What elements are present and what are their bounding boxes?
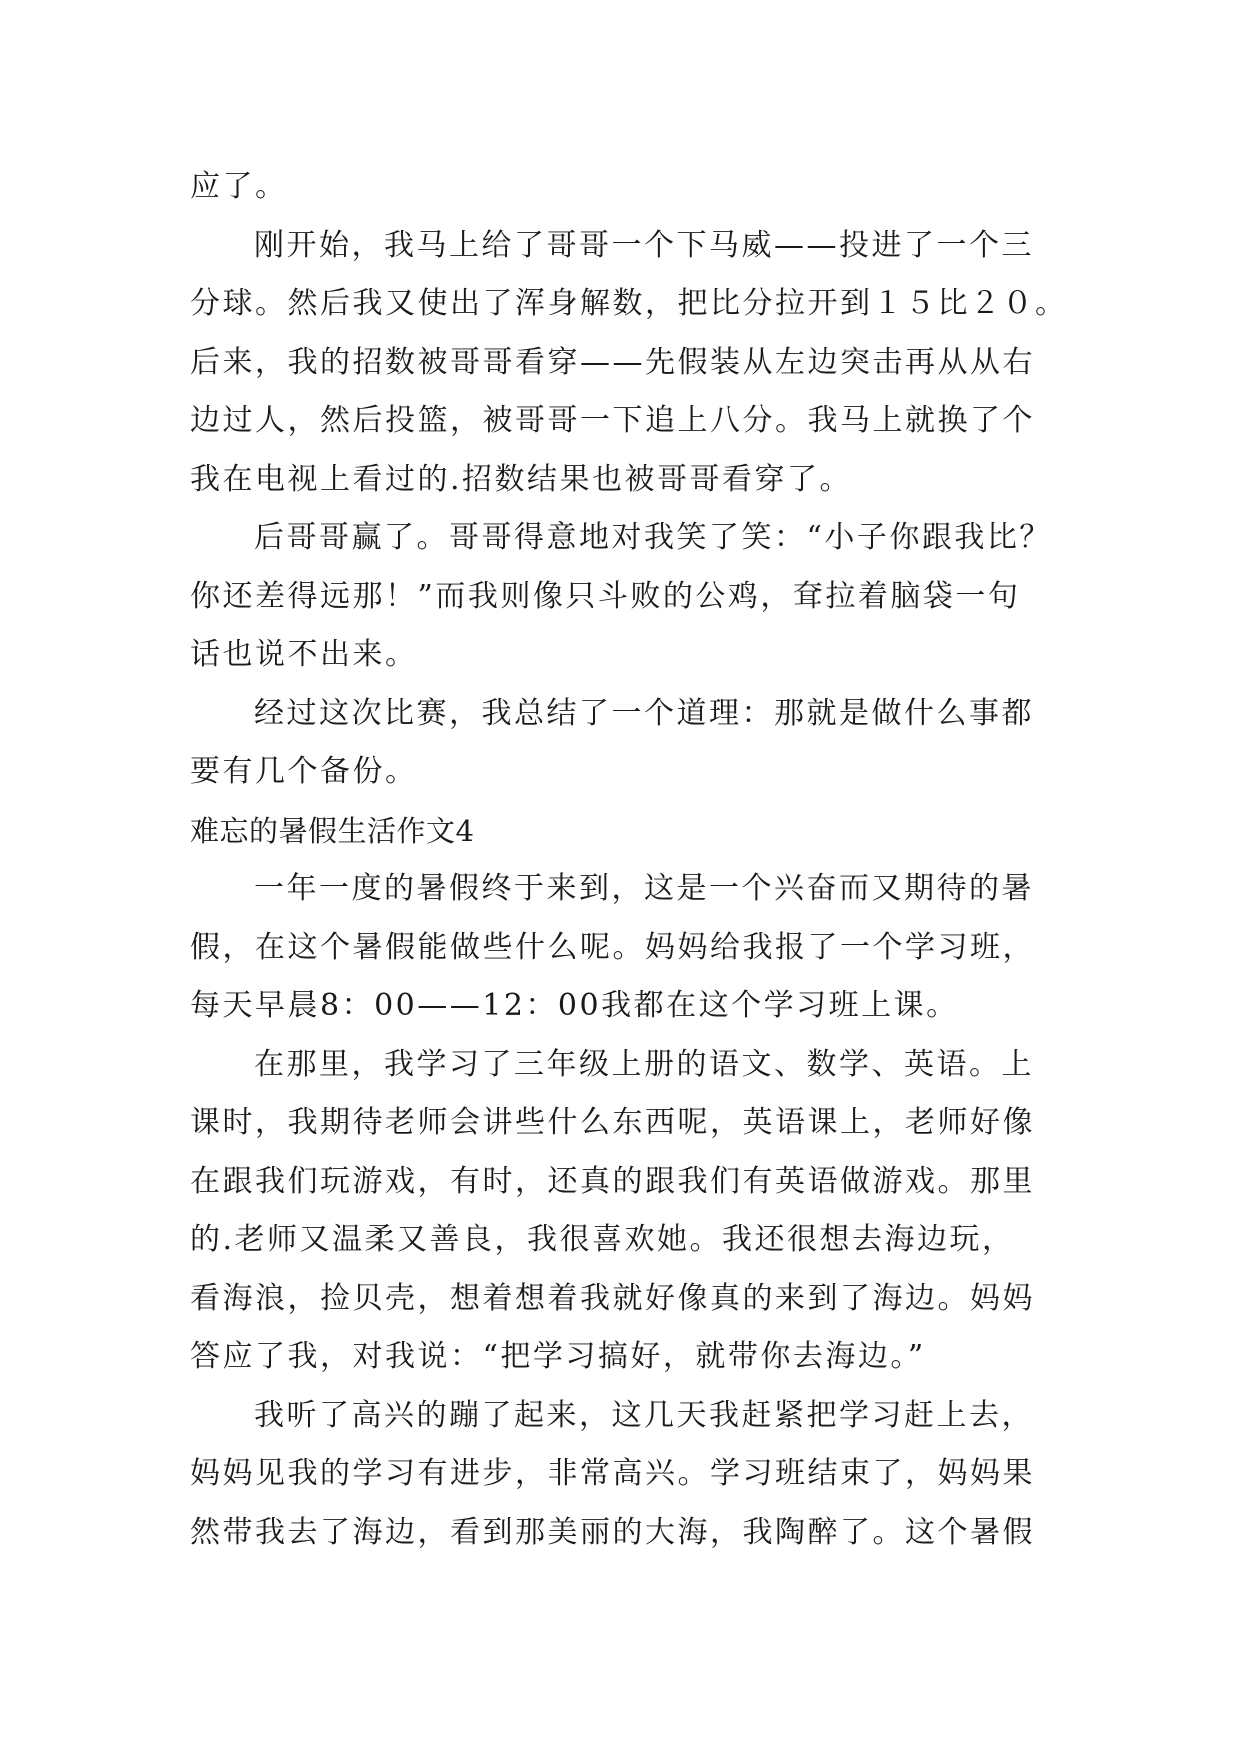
text-line: 话也说不出来。 [190, 637, 418, 672]
text-line: 后来，我的招数被哥哥看穿——先假装从左边突击再从从右 [190, 344, 1035, 380]
text-line: 的.老师又温柔又善良，我很喜欢她。我还很想去海边玩， [190, 1222, 1015, 1257]
text-line: 课时，我期待老师会讲些什么东西呢，英语课上，老师好像 [190, 1105, 1035, 1140]
text-line: 边过人，然后投篮，被哥哥一下追上八分。我马上就换了个 [190, 403, 1035, 438]
text-line: 我在电视上看过的.招数结果也被哥哥看穿了。 [190, 461, 853, 497]
text-line: 刚开始，我马上给了哥哥一个下马威——投进了一个三 [254, 227, 1034, 263]
document-body [190, 158, 1068, 1562]
text-line: 看海浪，捡贝壳，想着想着我就好像真的来到了海边。妈妈 [190, 1280, 1035, 1316]
text-line: 在跟我们玩游戏，有时，还真的跟我们有英语做游戏。那里 [190, 1163, 1035, 1199]
text-line: 然带我去了海边，看到那美丽的大海，我陶醉了。这个暑假 [190, 1514, 1035, 1550]
section-heading: 难忘的暑假生活作文4 [190, 813, 475, 848]
text-line: 妈妈见我的学习有进步，非常高兴。学习班结束了，妈妈果 [190, 1456, 1035, 1491]
text-line: 应了。 [190, 169, 288, 204]
text-line: 假，在这个暑假能做些什么呢。妈妈给我报了一个学习班， [190, 929, 1035, 965]
text-line: 后哥哥赢了。哥哥得意地对我笑了笑：“小子你跟我比？ [254, 520, 1052, 555]
text-line: 在那里，我学习了三年级上册的语文、数学、英语。上 [254, 1046, 1034, 1082]
text-line: 你还差得远那！”而我则像只斗败的公鸡，耷拉着脑袋一句 [190, 578, 1021, 614]
text-line: 经过这次比赛，我总结了一个道理：那就是做什么事都 [254, 695, 1034, 731]
text-line: 每天早晨8：00——12：00我都在这个学习班上课。 [190, 988, 959, 1023]
text-line: 分球。然后我又使出了浑身解数，把比分拉开到１５比２０。 [190, 286, 1068, 321]
text-line: 答应了我，对我说：“把学习搞好，就带你去海边。” [190, 1339, 926, 1374]
text-line: 我听了高兴的蹦了起来，这几天我赶紧把学习赶上去， [254, 1397, 1034, 1433]
text-line: 要有几个备份。 [190, 754, 418, 789]
text-line: 一年一度的暑假终于来到，这是一个兴奋而又期待的暑 [254, 871, 1034, 906]
